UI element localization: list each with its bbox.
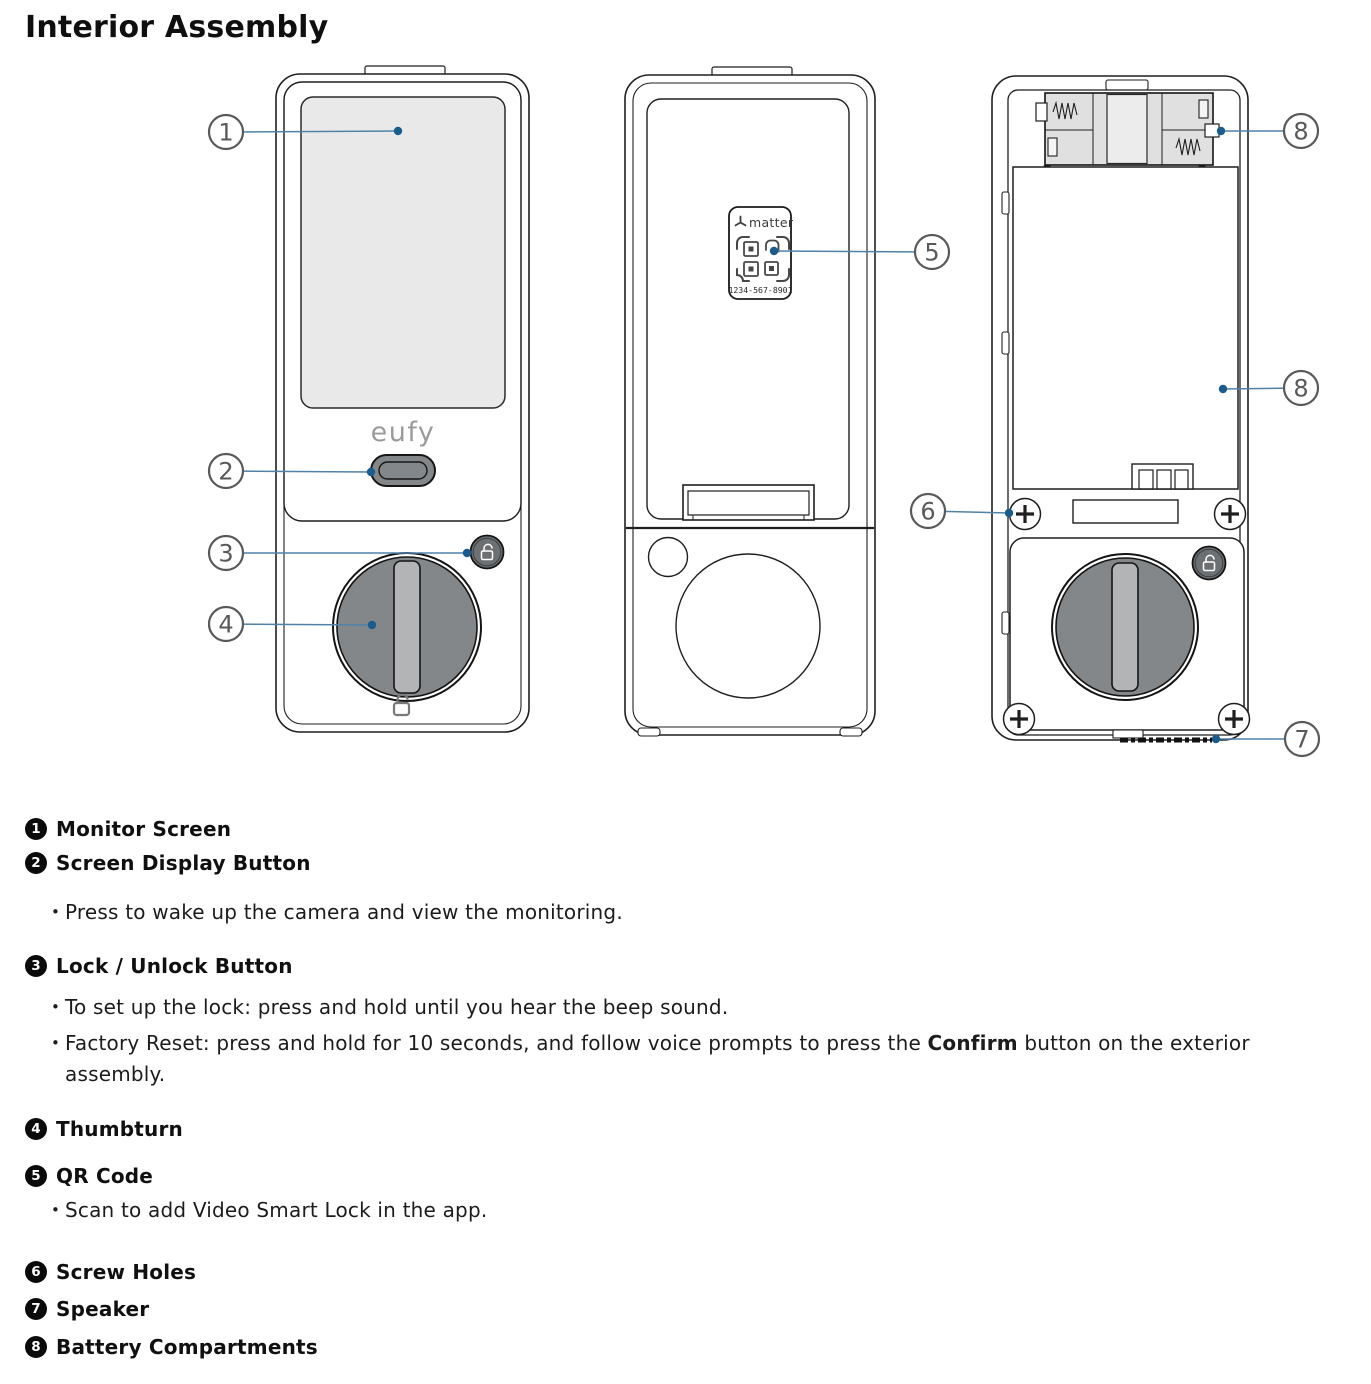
svg-text:7: 7 xyxy=(1294,725,1310,754)
monitor-screen xyxy=(301,97,505,408)
matter-qr-label xyxy=(728,207,793,299)
qr-code-number: 1234-567-8901 xyxy=(728,285,793,295)
legend-title: Battery Compartments xyxy=(56,1334,318,1359)
svg-text:8: 8 xyxy=(1293,117,1309,146)
legend-num-badge: 4 xyxy=(25,1118,47,1140)
latch-plate xyxy=(683,485,814,520)
legend-item-speaker xyxy=(25,1295,1270,1322)
screw-hole xyxy=(1219,704,1250,735)
legend-bullet: • Scan to add Video Smart Lock in the app. xyxy=(25,1195,1270,1226)
legend-title: Thumbturn xyxy=(56,1116,183,1141)
legend-title: QR Code xyxy=(56,1163,154,1188)
legend-bullet: • Press to wake up the camera and view the monitoring. xyxy=(25,897,1270,928)
legend-title: Monitor Screen xyxy=(56,816,232,841)
legend-item-lock-unlock-button xyxy=(25,952,1270,979)
legend-item-screen-display-button xyxy=(25,849,1270,876)
legend-num-badge: 6 xyxy=(25,1261,47,1283)
legend-num-badge: 3 xyxy=(25,955,47,977)
svg-text:8: 8 xyxy=(1293,374,1309,403)
legend-item-screw-holes xyxy=(25,1258,1270,1285)
thumbturn xyxy=(333,553,481,701)
hub-circle xyxy=(676,554,820,698)
foot-right xyxy=(840,728,862,736)
legend-num-badge: 2 xyxy=(25,852,47,874)
page-title: Interior Assembly xyxy=(25,10,329,45)
legend-bullet: • Factory Reset: press and hold for 10 seconds, and follow voice prompts to press the Confirm button on the exterior assembly. xyxy=(25,1028,1270,1090)
legend-num-badge: 7 xyxy=(25,1298,47,1320)
device-front-view xyxy=(276,66,529,732)
legend xyxy=(25,815,1270,1360)
battery-compartment-main xyxy=(1013,167,1238,489)
spindle-hole xyxy=(649,538,688,577)
legend-item-monitor-screen xyxy=(25,815,1270,842)
legend-num-badge: 5 xyxy=(25,1165,47,1187)
side-notch xyxy=(1002,332,1009,354)
legend-title: Speaker xyxy=(56,1296,150,1321)
legend-title: Screw Holes xyxy=(56,1259,197,1284)
battery-contact xyxy=(1199,100,1208,118)
legend-num-badge: 1 xyxy=(25,818,47,840)
eufy-logo: eufy xyxy=(370,417,436,448)
screw-hole xyxy=(1010,499,1041,530)
bottom-tab xyxy=(1113,730,1143,738)
foot-left xyxy=(638,728,660,736)
svg-text:2: 2 xyxy=(218,457,234,486)
screw-hole xyxy=(1215,499,1246,530)
legend-bullet: • To set up the lock: press and hold until you hear the beep sound. xyxy=(25,992,1270,1023)
legend-num-badge: 8 xyxy=(25,1336,47,1358)
side-notch xyxy=(1002,192,1009,214)
svg-text:6: 6 xyxy=(920,497,936,526)
legend-item-thumbturn xyxy=(25,1115,1270,1142)
thumbturn xyxy=(1052,554,1198,700)
screw-hole xyxy=(1004,704,1035,735)
device-back-view xyxy=(625,67,875,736)
side-notch xyxy=(1002,612,1009,634)
svg-text:5: 5 xyxy=(924,238,940,267)
svg-text:4: 4 xyxy=(218,610,234,639)
lock-unlock-button xyxy=(471,536,504,569)
legend-title: Screen Display Button xyxy=(56,850,311,875)
svg-text:3: 3 xyxy=(218,539,234,568)
battery-compartment-top xyxy=(1036,93,1219,178)
matter-label-text: matter xyxy=(749,215,794,230)
battery-connector xyxy=(1132,464,1193,489)
svg-text:1: 1 xyxy=(218,118,234,147)
cable-slot xyxy=(1073,500,1178,523)
legend-item-battery-compartments xyxy=(25,1333,1270,1360)
legend-item-qr-code xyxy=(25,1162,1270,1189)
device-interior-view xyxy=(992,76,1250,740)
battery-contact xyxy=(1048,138,1057,156)
legend-title: Lock / Unlock Button xyxy=(56,953,293,978)
top-notch xyxy=(1106,80,1148,90)
lock-unlock-button xyxy=(1193,547,1226,580)
battery-contact xyxy=(1036,103,1047,121)
screen-display-button xyxy=(371,455,435,486)
